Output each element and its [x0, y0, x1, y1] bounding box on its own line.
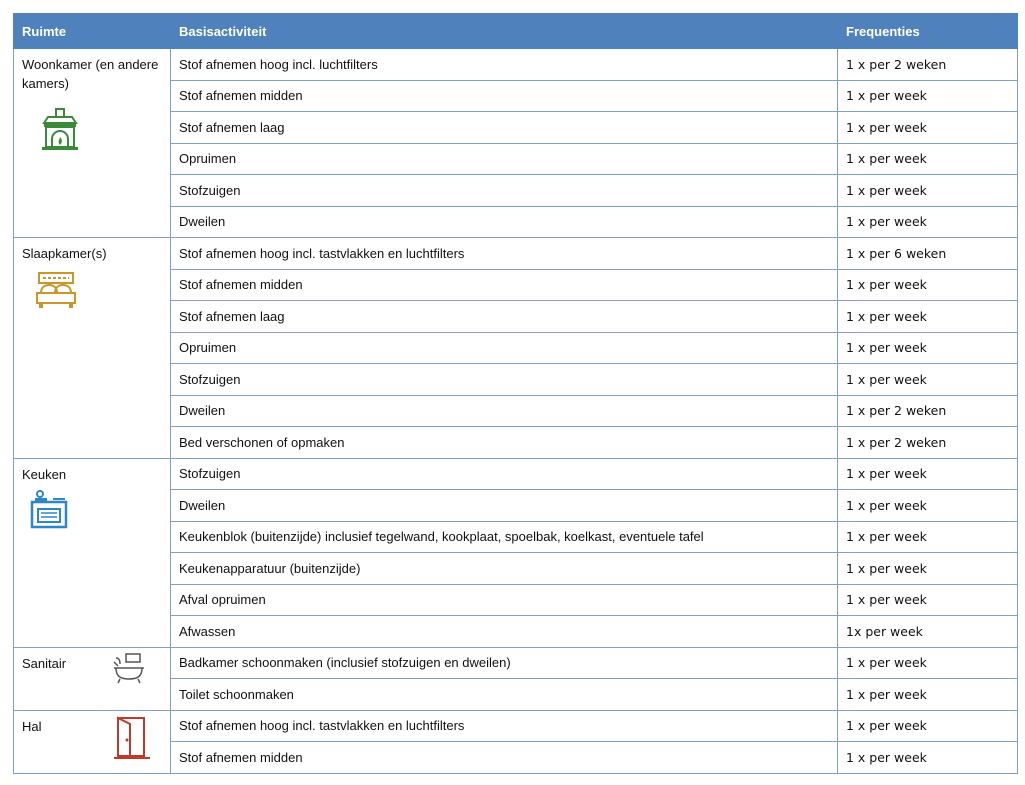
- frequency-cell: 1 x per week: [838, 269, 1018, 301]
- activity-cell: Dweilen: [171, 490, 838, 522]
- room-label: Hal: [22, 718, 42, 734]
- activity-cell: Toilet schoonmaken: [171, 679, 838, 711]
- frequency-cell: 1 x per week: [838, 80, 1018, 112]
- header-activity: Basisactiviteit: [171, 14, 838, 49]
- header-row: [14, 14, 1018, 49]
- bed-icon: [35, 269, 77, 316]
- room-label: Woonkamer (en andere kamers): [22, 57, 159, 91]
- frequency-cell: 1 x per week: [838, 175, 1018, 207]
- frequency-cell: 1 x per week: [838, 710, 1018, 742]
- frequency-cell: 1 x per week: [838, 553, 1018, 585]
- frequency-cell: 1 x per week: [838, 112, 1018, 144]
- frequency-cell: 1 x per week: [838, 521, 1018, 553]
- activity-cell: Dweilen: [171, 206, 838, 238]
- activity-cell: Afval opruimen: [171, 584, 838, 616]
- activity-cell: Stof afnemen midden: [171, 742, 838, 774]
- table-row: [14, 49, 1018, 81]
- activity-cell: Stofzuigen: [171, 175, 838, 207]
- frequency-cell: 1 x per week: [838, 301, 1018, 333]
- table-row: [14, 710, 1018, 742]
- table-body: [14, 49, 1018, 774]
- table-row: [14, 647, 1018, 679]
- frequency-cell: 1 x per week: [838, 364, 1018, 396]
- frequency-cell: 1 x per week: [838, 143, 1018, 175]
- frequency-cell: 1 x per 2 weken: [838, 395, 1018, 427]
- activity-cell: Opruimen: [171, 143, 838, 175]
- activity-cell: Stof afnemen laag: [171, 112, 838, 144]
- activity-cell: Stof afnemen hoog incl. tastvlakken en luchtfilters: [171, 238, 838, 270]
- fireplace-icon: [40, 107, 80, 156]
- activity-cell: Keukenapparatuur (buitenzijde): [171, 553, 838, 585]
- activity-cell: Stofzuigen: [171, 364, 838, 396]
- activity-cell: Stofzuigen: [171, 458, 838, 490]
- activity-cell: Opruimen: [171, 332, 838, 364]
- frequency-cell: 1x per week: [838, 616, 1018, 648]
- frequency-cell: 1 x per week: [838, 490, 1018, 522]
- room-cell: [14, 458, 171, 647]
- frequency-cell: 1 x per week: [838, 647, 1018, 679]
- frequency-cell: 1 x per week: [838, 332, 1018, 364]
- frequency-cell: 1 x per 6 weken: [838, 238, 1018, 270]
- header-frequency: Frequenties: [838, 14, 1018, 49]
- frequency-cell: 1 x per week: [838, 584, 1018, 616]
- room-label: Slaapkamer(s): [22, 246, 107, 261]
- header-room: Ruimte: [14, 14, 171, 49]
- frequency-cell: 1 x per week: [838, 206, 1018, 238]
- activity-cell: Keukenblok (buitenzijde) inclusief tegelwand, kookplaat, spoelbak, koelkast, eventuele tafel: [171, 521, 838, 553]
- frequency-cell: 1 x per week: [838, 458, 1018, 490]
- cleaning-table: [13, 13, 1018, 774]
- frequency-cell: 1 x per 2 weken: [838, 427, 1018, 459]
- table-row: [14, 458, 1018, 490]
- activity-cell: Stof afnemen midden: [171, 269, 838, 301]
- room-label: Keuken: [22, 466, 67, 482]
- activity-cell: Badkamer schoonmaken (inclusief stofzuigen en dweilen): [171, 647, 838, 679]
- stove-icon: [29, 489, 69, 534]
- frequency-cell: 1 x per 2 weken: [838, 49, 1018, 81]
- door-icon: [114, 716, 150, 765]
- activity-cell: Stof afnemen laag: [171, 301, 838, 333]
- activity-cell: Stof afnemen midden: [171, 80, 838, 112]
- bathtub-icon: [112, 652, 146, 691]
- activity-cell: Stof afnemen hoog incl. tastvlakken en luchtfilters: [171, 710, 838, 742]
- room-label: Sanitair: [22, 655, 67, 671]
- activity-cell: Bed verschonen of opmaken: [171, 427, 838, 459]
- activity-cell: Stof afnemen hoog incl. luchtfilters: [171, 49, 838, 81]
- table-row: [14, 238, 1018, 270]
- room-cell: [14, 710, 171, 773]
- activity-cell: Afwassen: [171, 616, 838, 648]
- frequency-cell: 1 x per week: [838, 742, 1018, 774]
- frequency-cell: 1 x per week: [838, 679, 1018, 711]
- cleaning-schedule: [13, 13, 1017, 774]
- room-cell: [14, 238, 171, 459]
- activity-cell: Dweilen: [171, 395, 838, 427]
- room-cell: [14, 647, 171, 710]
- room-cell: [14, 49, 171, 238]
